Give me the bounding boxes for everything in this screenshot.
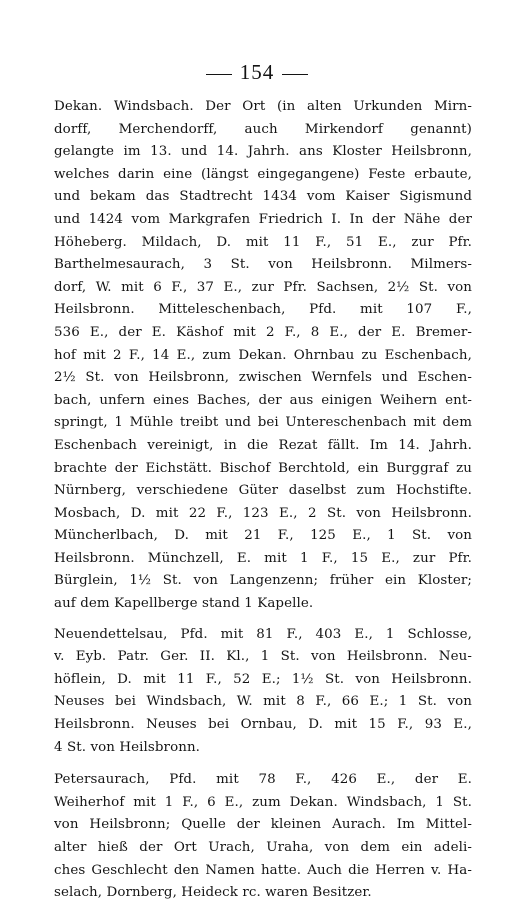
text-line: Mosbach, D. mit 22 F., 123 E., 2 St. von Heilsbronn. (54, 505, 472, 521)
body-text (54, 96, 472, 905)
paragraph-spacer (54, 759, 472, 769)
text-line: selach, Dornberg, Heideck rc. waren Besitzer. (54, 885, 372, 901)
text-line: Dekan. Windsbach. Der Ort (in alten Urkunden Mirn- (54, 99, 472, 114)
text-line: welches darin eine (längst eingegangene) Feste erbaute, (54, 166, 472, 182)
text-line: Neuses bei Windsbach, W. mit 8 F., 66 E.; 1 St. von (54, 694, 472, 710)
text-line: Eschenbach vereinigt, in die Rezat fällt. Im 14. Jahrh. (54, 437, 472, 453)
header-dash-right (282, 74, 308, 75)
text-line: v. Eyb. Patr. Ger. II. Kl., 1 St. von Heilsbronn. Neu- (54, 649, 472, 665)
paragraph-spacer (54, 616, 472, 624)
text-line: ches Geschlecht den Namen hatte. Auch die Herren v. Ha- (54, 862, 472, 878)
text-line: Heilsbronn. Münchzell, E. mit 1 F., 15 E., zur Pfr. (54, 550, 472, 566)
text-line: dorf, W. mit 6 F., 37 E., zur Pfr. Sachsen, 2½ St. von (54, 279, 472, 295)
text-line: und bekam das Stadtrecht 1434 vom Kaiser Sigismund (54, 189, 472, 205)
text-line: Barthelmesaurach, 3 St. von Heilsbronn. Milmers- (54, 257, 472, 273)
text-line: 536 E., der E. Käshof mit 2 F., 8 E., der E. Bremer- (54, 324, 472, 340)
text-line: höflein, D. mit 11 F., 52 E.; 1½ St. von Heilsbronn. (54, 671, 472, 687)
text-line: 2½ St. von Heilsbronn, zwischen Wernfels und Eschen- (54, 370, 472, 386)
page-number: 154 (239, 60, 275, 84)
text-line: alter hieß der Ort Urach, Uraha, von dem ein adeli- (54, 840, 472, 855)
text-line: Nürnberg, verschiedene Güter daselbst zum Hochstifte. (54, 483, 472, 499)
text-line: Bürglein, 1½ St. von Langenzenn; früher ein Kloster; (54, 573, 472, 589)
text-line: Heilsbronn. Mitteleschenbach, Pfd. mit 107 F., (54, 302, 472, 318)
text-line: von Heilsbronn; Quelle der kleinen Aurach. Im Mittel- (54, 817, 472, 833)
text-line: dorff, Merchendorff, auch Mirkendorf genannt) (54, 121, 472, 137)
paragraph-neuendettelsau (54, 624, 472, 760)
text-line: und 1424 vom Markgrafen Friedrich I. In der Nähe der (54, 211, 472, 227)
text-line: Müncherlbach, D. mit 21 F., 125 E., 1 St. von (54, 528, 472, 544)
text-line: 4 St. von Heilsbronn. (54, 739, 201, 755)
text-line: Heilsbronn. Neuses bei Ornbau, D. mit 15 F., 93 E., (54, 717, 472, 733)
text-line: Neuendettelsau, Pfd. mit 81 F., 403 E., 1 Schlosse, (54, 626, 472, 642)
text-line: Höheberg. Mildach, D. mit 11 F., 51 E., zur Pfr. (54, 234, 472, 250)
text-line: bach, unfern eines Baches, der aus einigen Weihern ent- (54, 392, 472, 408)
text-line: Weiherhof mit 1 F., 6 E., zum Dekan. Windsbach, 1 St. (54, 794, 472, 810)
text-line: hof mit 2 F., 14 E., zum Dekan. Ohrnbau zu Eschenbach, (54, 347, 472, 363)
text-line: gelangte im 13. und 14. Jahrh. ans Kloster Heilsbronn, (54, 144, 472, 160)
paragraph-petersaurach (54, 769, 472, 905)
header-dash-left (206, 74, 232, 75)
paragraph-windsbach-entries (54, 96, 472, 616)
page-header (0, 60, 514, 85)
text-line: brachte der Eichstätt. Bischof Berchtold, ein Burggraf zu (54, 460, 472, 476)
text-line: springt, 1 Mühle treibt und bei Untereschenbach mit dem (54, 415, 472, 431)
text-line: Petersaurach, Pfd. mit 78 F., 426 E., der E. (54, 772, 472, 788)
text-line: auf dem Kapellberge stand 1 Kapelle. (54, 596, 314, 612)
